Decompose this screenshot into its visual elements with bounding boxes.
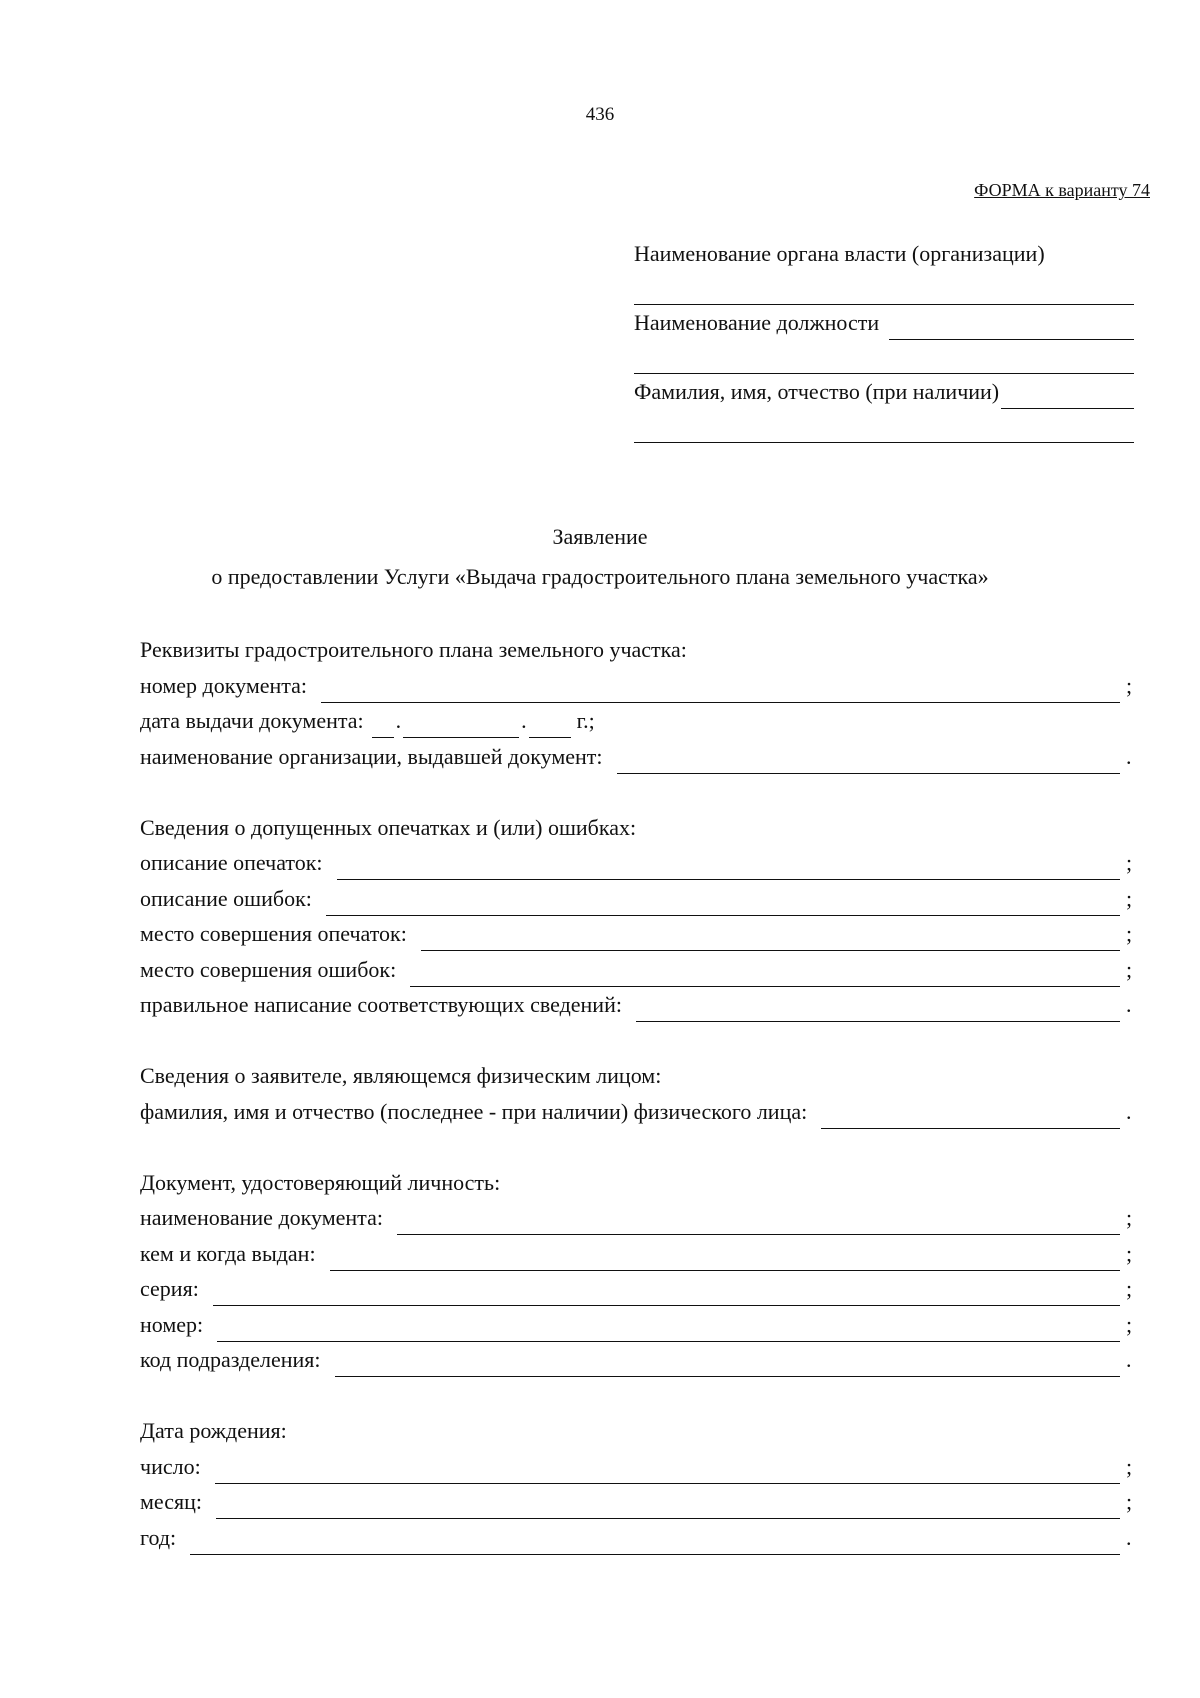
position-field-extra[interactable] — [634, 340, 1134, 374]
fio-label: Фамилия, имя, отчество (при наличии) — [634, 379, 1000, 404]
id-series-row — [140, 1271, 1140, 1307]
position-label: Наименование должности — [634, 310, 880, 335]
year-suffix: г.; — [576, 708, 595, 733]
error-place-field[interactable] — [410, 960, 1120, 987]
birth-year-label: год: — [140, 1524, 177, 1550]
error-desc-label: описание ошибок: — [140, 885, 312, 911]
punct: ; — [1126, 850, 1133, 875]
id-name-row — [140, 1200, 1140, 1236]
typo-desc-row — [140, 845, 1140, 881]
id-doc-heading: Документ, удостоверяющий личность: — [140, 1169, 501, 1195]
punct: ; — [1126, 1311, 1133, 1337]
fio-row — [634, 374, 1134, 409]
birth-month-field[interactable] — [216, 1492, 1120, 1519]
birth-year-field[interactable] — [190, 1528, 1120, 1555]
plan-heading: Реквизиты градостроительного плана земельного участка: — [140, 637, 687, 662]
typo-desc-field[interactable] — [337, 853, 1120, 880]
id-series-label: серия: — [140, 1276, 199, 1301]
punct: ; — [1126, 1205, 1133, 1230]
punct: ; — [1126, 956, 1133, 982]
typo-desc-label: описание опечаток: — [140, 850, 323, 875]
fio-field[interactable] — [1001, 382, 1134, 409]
doc-number-row — [140, 667, 1140, 703]
birth-heading: Дата рождения: — [140, 1418, 287, 1443]
org-name-label: Наименование органа власти (организации) — [634, 241, 1045, 266]
id-series-field[interactable] — [213, 1279, 1120, 1306]
typo-place-field[interactable] — [421, 924, 1120, 951]
id-number-row — [140, 1306, 1140, 1342]
punct: ; — [1126, 672, 1133, 698]
id-number-field[interactable] — [217, 1315, 1120, 1342]
document-subtitle: о предоставлении Услуги «Выдача градостроительного плана земельного участка» — [211, 564, 989, 589]
correct-label: правильное написание соответствующих сведений: — [140, 992, 622, 1017]
punct: ; — [1126, 1489, 1133, 1514]
doc-number-field[interactable] — [321, 676, 1120, 703]
birth-day-label: число: — [140, 1453, 201, 1479]
form-body — [140, 632, 1140, 1555]
form-reference: ФОРМА к варианту 74 — [974, 180, 1150, 200]
id-name-field[interactable] — [397, 1208, 1120, 1235]
page-number: 436 — [585, 104, 615, 125]
errors-heading: Сведения о допущенных опечатках и (или) ошибках: — [140, 814, 637, 840]
correct-field[interactable] — [636, 995, 1120, 1022]
punct: ; — [1126, 1453, 1133, 1479]
error-desc-row — [140, 880, 1140, 916]
correct-row — [140, 987, 1140, 1023]
issue-date-row — [140, 703, 1140, 739]
issuer-row — [140, 738, 1140, 774]
fio-field-extra[interactable] — [634, 409, 1134, 443]
applicant-fio-label: фамилия, имя и отчество (последнее - при наличии) физического лица: — [140, 1098, 808, 1124]
birth-month-row — [140, 1484, 1140, 1520]
punct: . — [1126, 992, 1132, 1017]
punct: ; — [1126, 885, 1133, 911]
id-issued-label: кем и когда выдан: — [140, 1240, 316, 1266]
position-field[interactable] — [889, 313, 1134, 340]
punct: . — [1126, 1347, 1132, 1372]
issue-date-label: дата выдачи документа: — [140, 708, 364, 733]
error-place-label: место совершения ошибок: — [140, 956, 397, 982]
birth-month-label: месяц: — [140, 1489, 203, 1514]
error-place-row — [140, 951, 1140, 987]
position-row — [634, 305, 1134, 340]
punct: ; — [1126, 921, 1133, 946]
birth-year-row — [140, 1519, 1140, 1555]
punct: ; — [1126, 1240, 1133, 1266]
issuer-label: наименование организации, выдавшей документ: — [140, 743, 603, 769]
error-desc-field[interactable] — [326, 889, 1120, 916]
punct: . — [1126, 743, 1132, 769]
punct: . — [1126, 1098, 1132, 1124]
id-dept-row — [140, 1342, 1140, 1378]
id-number-label: номер: — [140, 1311, 204, 1337]
punct: . — [1126, 1524, 1132, 1550]
id-name-label: наименование документа: — [140, 1205, 383, 1230]
issuer-field[interactable] — [617, 747, 1120, 774]
document-title: Заявление — [552, 524, 648, 549]
id-issued-field[interactable] — [330, 1244, 1120, 1271]
applicant-fio-field[interactable] — [821, 1102, 1120, 1129]
id-dept-label: код подразделения: — [140, 1347, 321, 1372]
date-dot: . — [521, 708, 527, 733]
id-issued-row — [140, 1235, 1140, 1271]
id-dept-field[interactable] — [335, 1350, 1120, 1377]
org-name-field[interactable] — [634, 271, 1134, 305]
doc-number-label: номер документа: — [140, 672, 308, 698]
punct: ; — [1126, 1276, 1133, 1301]
typo-place-row — [140, 916, 1140, 952]
birth-day-row — [140, 1448, 1140, 1484]
issue-day-field[interactable] — [372, 707, 394, 738]
birth-day-field[interactable] — [215, 1457, 1120, 1484]
issue-month-field[interactable] — [403, 707, 519, 738]
issue-year-field[interactable] — [529, 707, 571, 738]
org-name-row — [634, 236, 1134, 271]
date-dot: . — [395, 708, 402, 733]
addressee-block — [634, 236, 1134, 443]
applicant-heading: Сведения о заявителе, являющемся физическим лицом: — [140, 1063, 662, 1088]
typo-place-label: место совершения опечаток: — [140, 921, 407, 946]
applicant-fio-row — [140, 1093, 1140, 1129]
